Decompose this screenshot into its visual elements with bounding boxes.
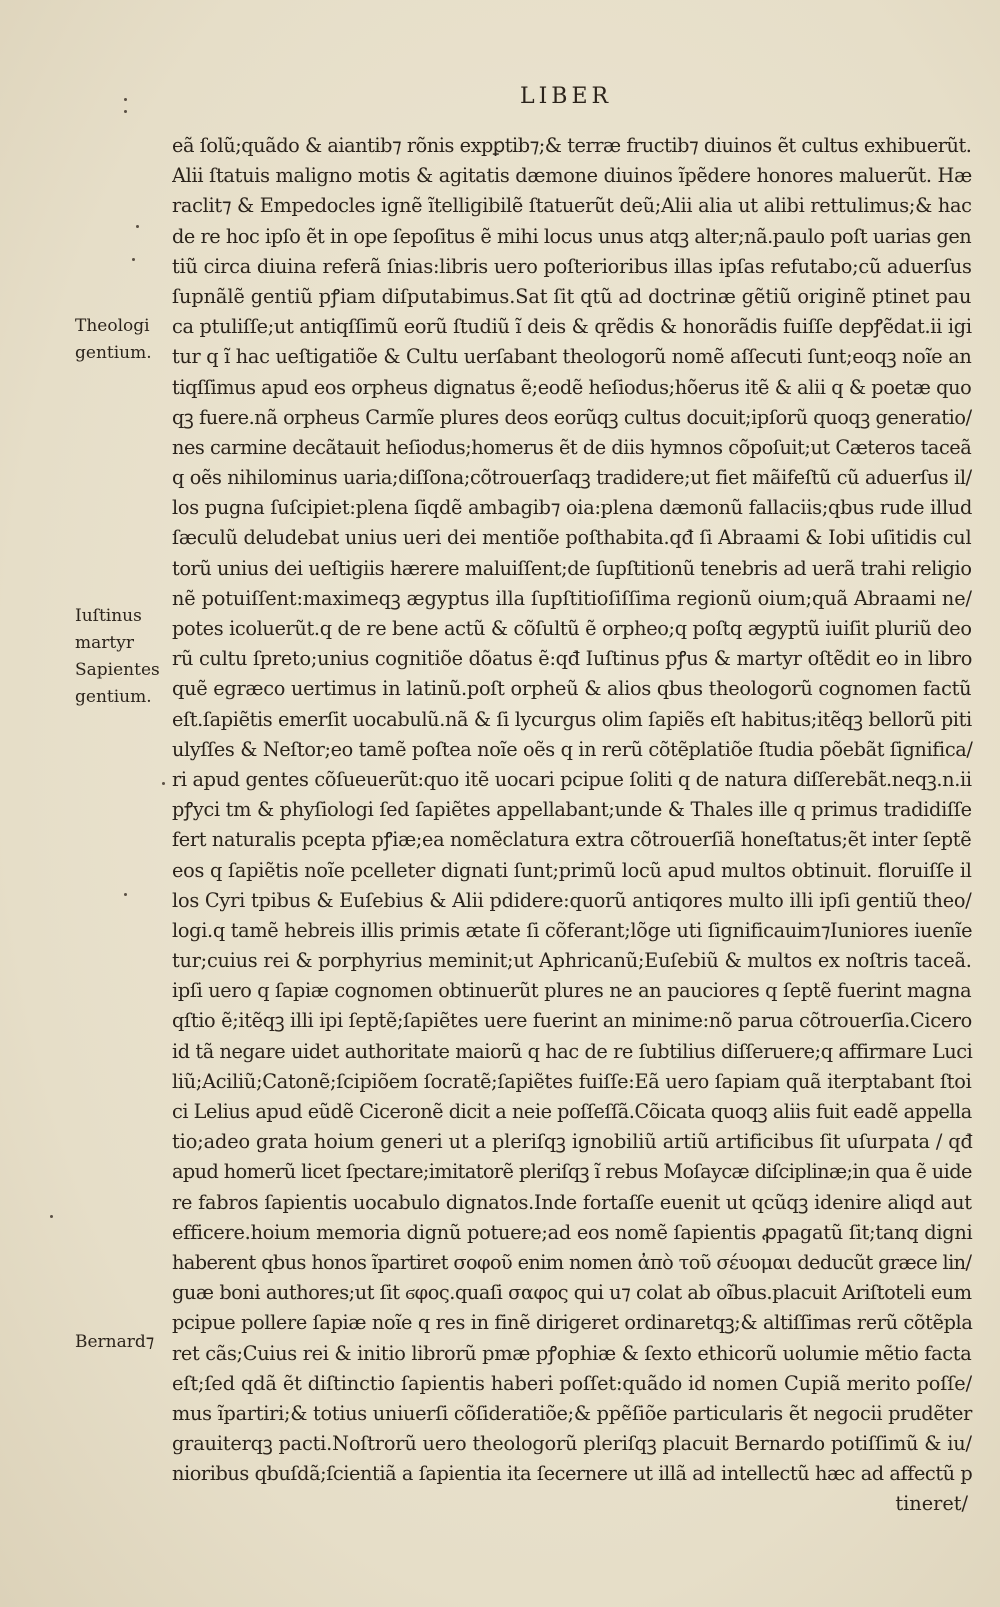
text-line: tur q ĩ hac ueſtigatiõe & Cultu uerſabant theologorũ nomẽ aſſecuti ſunt;eoqꝫ noĩe an [172, 345, 972, 369]
text-line: qꝫ fuere.nã orpheus Carmĩe plures deos eorũqꝫ cultus docuit;ipſorũ quoqꝫ generatio/ [172, 405, 972, 429]
margin-note-line: gentium. [75, 687, 152, 707]
ink-speck [162, 782, 165, 785]
text-line: haberent qbus honos ĩpartiret σοφοῦ enim nomen ἀπὸ τοῦ σέυομαι deducũt græce lin/ [172, 1250, 972, 1274]
text-line: ſupnãlẽ gentiũ pꝭiam diſputabimus.Sat ſit qtũ ad doctrinæ gẽtiũ originẽ ptinet pau [172, 284, 972, 308]
margin-note-bernardus [75, 1329, 154, 1356]
text-line: los Cyri tpibus & Euſebius & Alii pdidere:quorũ antiqores multo illi ipſi gentiũ theo/ [172, 888, 972, 912]
text-line: tur;cuius rei & porphyrius meminit;ut Aphricanũ;Euſebiũ & multos ex noſtris taceã. [172, 949, 972, 973]
main-text-block [172, 131, 980, 1520]
margin-note-theologi [75, 313, 152, 367]
text-line: pꝭyci tm & phyſiologi ſed ſapiẽtes appellabant;unde & Thales ille q primus tradidiſſe [172, 798, 972, 822]
ink-speck [124, 110, 127, 113]
text-line: nes carmine decãtauit heſiodus;homerus ẽt de diis hymnos cõpoſuit;ut Cæteros taceã [172, 435, 972, 459]
text-line: ipſi uero q ſapiæ cognomen obtinuerũt plures ne an pauciores q ſeptẽ fuerint magna [172, 979, 972, 1003]
margin-note-line: martyr [75, 633, 134, 653]
text-line: rũ cultu ſpreto;unius cognitiõe dõatus ẽ:qđ Iuſtinus pꝭus & martyr oſtẽdit eo in libro [172, 647, 973, 671]
text-line: apud homerũ licet ſpectare;imitatorẽ pleriſqꝫ ĩ rebus Moſaycæ diſciplinæ;in qua ẽ uide [172, 1160, 972, 1184]
margin-note-line: Sapientes [75, 660, 160, 680]
text-line: nioribus qbuſdã;ſcientiã a ſapientia ita ſecernere ut illã ad intellectũ hæc ad affectũ p [172, 1462, 973, 1486]
text-line: tiũ circa diuina referã ſnias:libris uero poſterioribus illas ipſas refutabo;cũ aduerſus [172, 254, 972, 278]
text-line: quẽ egræco uertimus in latinũ.poſt orpheũ & alios qbus theologorũ cognomen factũ [172, 677, 972, 701]
text-line: eos q ſapiẽtis noĩe pcelleter dignati ſunt;primũ locũ apud multos obtinuit. floruiſſe il [172, 858, 972, 882]
text-line: fert naturalis pcepta pꝭiæ;ea nomẽclatura extra cõtrouerſiã honeſtatus;ẽt inter ſeptẽ [172, 828, 972, 852]
ink-speck [50, 1215, 53, 1218]
text-line: re fabros ſapientis uocabulo dignatos.Inde fortaſſe euenit ut qcũqꝫ idenire aliqd aut [172, 1190, 972, 1214]
text-line: tio;adeo grata hoium generi ut a pleriſqꝫ ignobiliũ artiũ artificibus ſit uſurpata / qđ [172, 1130, 973, 1154]
margin-note-line: gentium. [75, 343, 152, 363]
text-line: potes icoluerũt.q de re bene actũ & cõſultũ ẽ orpheo;q poſtq ægyptũ iuiſit pluriũ deo [172, 617, 972, 640]
text-line: id tã negare uidet authoritate maiorũ q hac de re ſubtilius diſſeruere;q affirmare Luci [172, 1039, 973, 1063]
ink-speck [124, 98, 127, 101]
text-line: nẽ potuiſſent:maximeqꝫ ægyptus illa ſupſtitioſiſſima regionũ oium;quã Abraami ne/ [172, 586, 972, 610]
text-line: Alii ſtatuis maligno motis & agitatis dæmone diuinos ĩpẽdere honores maluerũt. Hæ [172, 164, 972, 188]
text-line: ret cãs;Cuius rei & initio librorũ pmæ pꝭophiæ & ſexto ethicorũ uolumie mẽtio facta [172, 1341, 972, 1365]
text-line: ſæculũ deludebat unius ueri dei mentiõe poſthabita.qđ ſi Abraami & Iobi uſitidis cul [172, 526, 972, 550]
margin-note-iustinus [75, 603, 160, 711]
text-line: eſt;ſed qdã ẽt diſtinctio ſapientis haberi poſſet:quãdo id nomen Cupiã merito poſſe/ [172, 1371, 972, 1395]
ink-speck [124, 893, 127, 896]
text-line: tiqſſimus apud eos orpheus dignatus ẽ;eodẽ heſiodus;hõerus itẽ & alii q & poetæ quo [172, 375, 972, 399]
running-header: LIBER [520, 84, 613, 109]
text-line: ci Lelius apud eũdẽ Ciceronẽ dicit a neie poſſeſſã.Cõicata quoqꝫ aliis fuit eadẽ appella [172, 1100, 972, 1123]
ink-speck [136, 225, 139, 228]
text-line: eſt.ſapiẽtis emerſit uocabulũ.nã & ſi lycurgus olim ſapiẽs eſt habitus;itẽqꝫ bellorũ piti [172, 707, 972, 731]
text-line: de re hoc ipſo ẽt in ope ſepoſitus ẽ mihi locus unus atqꝫ alter;nã.paulo poſt uarias gen [172, 224, 972, 248]
margin-note-line: Iuſtinus [75, 606, 142, 626]
text-line: liũ;Aciliũ;Catonẽ;ſcipiõem ſocratẽ;ſapiẽtes fuiſſe:Eã uero ſapiam quã iterptabant ſtoi [172, 1069, 972, 1093]
text-line: ca ptuliſſe;ut antiqſſimũ eorũ ſtudiũ ĩ deis & qrẽdis & honorãdis fuiſſe depꝭẽdat.ii igi [172, 315, 972, 339]
text-line: pcipue pollere ſapiæ noĩe q res in finẽ dirigeret ordinaretqꝫ;& altiſſimas rerũ cõtẽpla [172, 1311, 973, 1335]
text-line: guæ boni authores;ut ſit ϭφος.quaſi σαφος qui u⁊ colat ab oĩbus.placuit Ariſtoteli eum [172, 1281, 972, 1305]
text-line: ulyſſes & Neſtor;eo tamẽ poſtea noĩe oẽs q in rerũ cõtẽplatiõe ſtudia põebãt ſignifica/ [172, 737, 973, 761]
margin-note-line: Theologi [75, 316, 150, 336]
text-line: q oẽs nihilominus uaria;diſſona;cõtrouerſaqꝫ tradidere;ut fiet mãifeſtũ cũ aduerſus il/ [172, 466, 972, 490]
text-line: raclit⁊ & Empedocles ignẽ ĩtelligibilẽ ſtatuerũt deũ;Alii alia ut alibi rettulimus;& hac [172, 194, 972, 218]
text-line: efficere.hoium memoria dignũ potuere;ad eos nomẽ ſapientis ꝓpagatũ ſit;tanq digni [172, 1220, 973, 1244]
text-line: mus ĩpartiri;& totius uniuerſi cõſideratiõe;& ppẽſiõe particularis ẽt negocii prudẽter [172, 1401, 973, 1425]
margin-note-line: Bernard⁊ [75, 1332, 155, 1352]
ink-speck [132, 258, 135, 261]
text-line: ri apud gentes cõſueuerũt:quo itẽ uocari pcipue ſoliti q de natura diſſerebãt.neqꝫ.n.ii [172, 767, 972, 791]
text-line: tineret/ [895, 1492, 968, 1516]
text-line: qſtio ẽ;itẽqꝫ illi ipi ſeptẽ;ſapiẽtes uere fuerint an minime:nõ parua cõtrouerſia.Cicero [172, 1009, 972, 1033]
text-line: torũ unius dei ueſtigiis hærere maluiſſent;de ſupſtitionũ tenebris ad uerã trahi religio [172, 556, 972, 580]
text-line: eã ſolũ;quãdo & aiantib⁊ rõnis expꝑtib⁊;& terræ fructib⁊ diuinos ẽt cultus exhibuerũt. [172, 134, 972, 157]
text-line: grauiterqꝫ pacti.Noſtrorũ uero theologorũ pleriſqꝫ placuit Bernardo potiſſimũ & iu/ [172, 1432, 972, 1456]
text-line: logi.q tamẽ hebreis illis primis ætate ſi cõferant;lõge uti ſignificauim⁊Iuniores iuenĩe [172, 918, 973, 942]
text-line: los pugna ſuſcipiet:plena ſiqdẽ ambagib⁊ oia:plena dæmonũ fallaciis;qbus rude illud [172, 496, 973, 520]
